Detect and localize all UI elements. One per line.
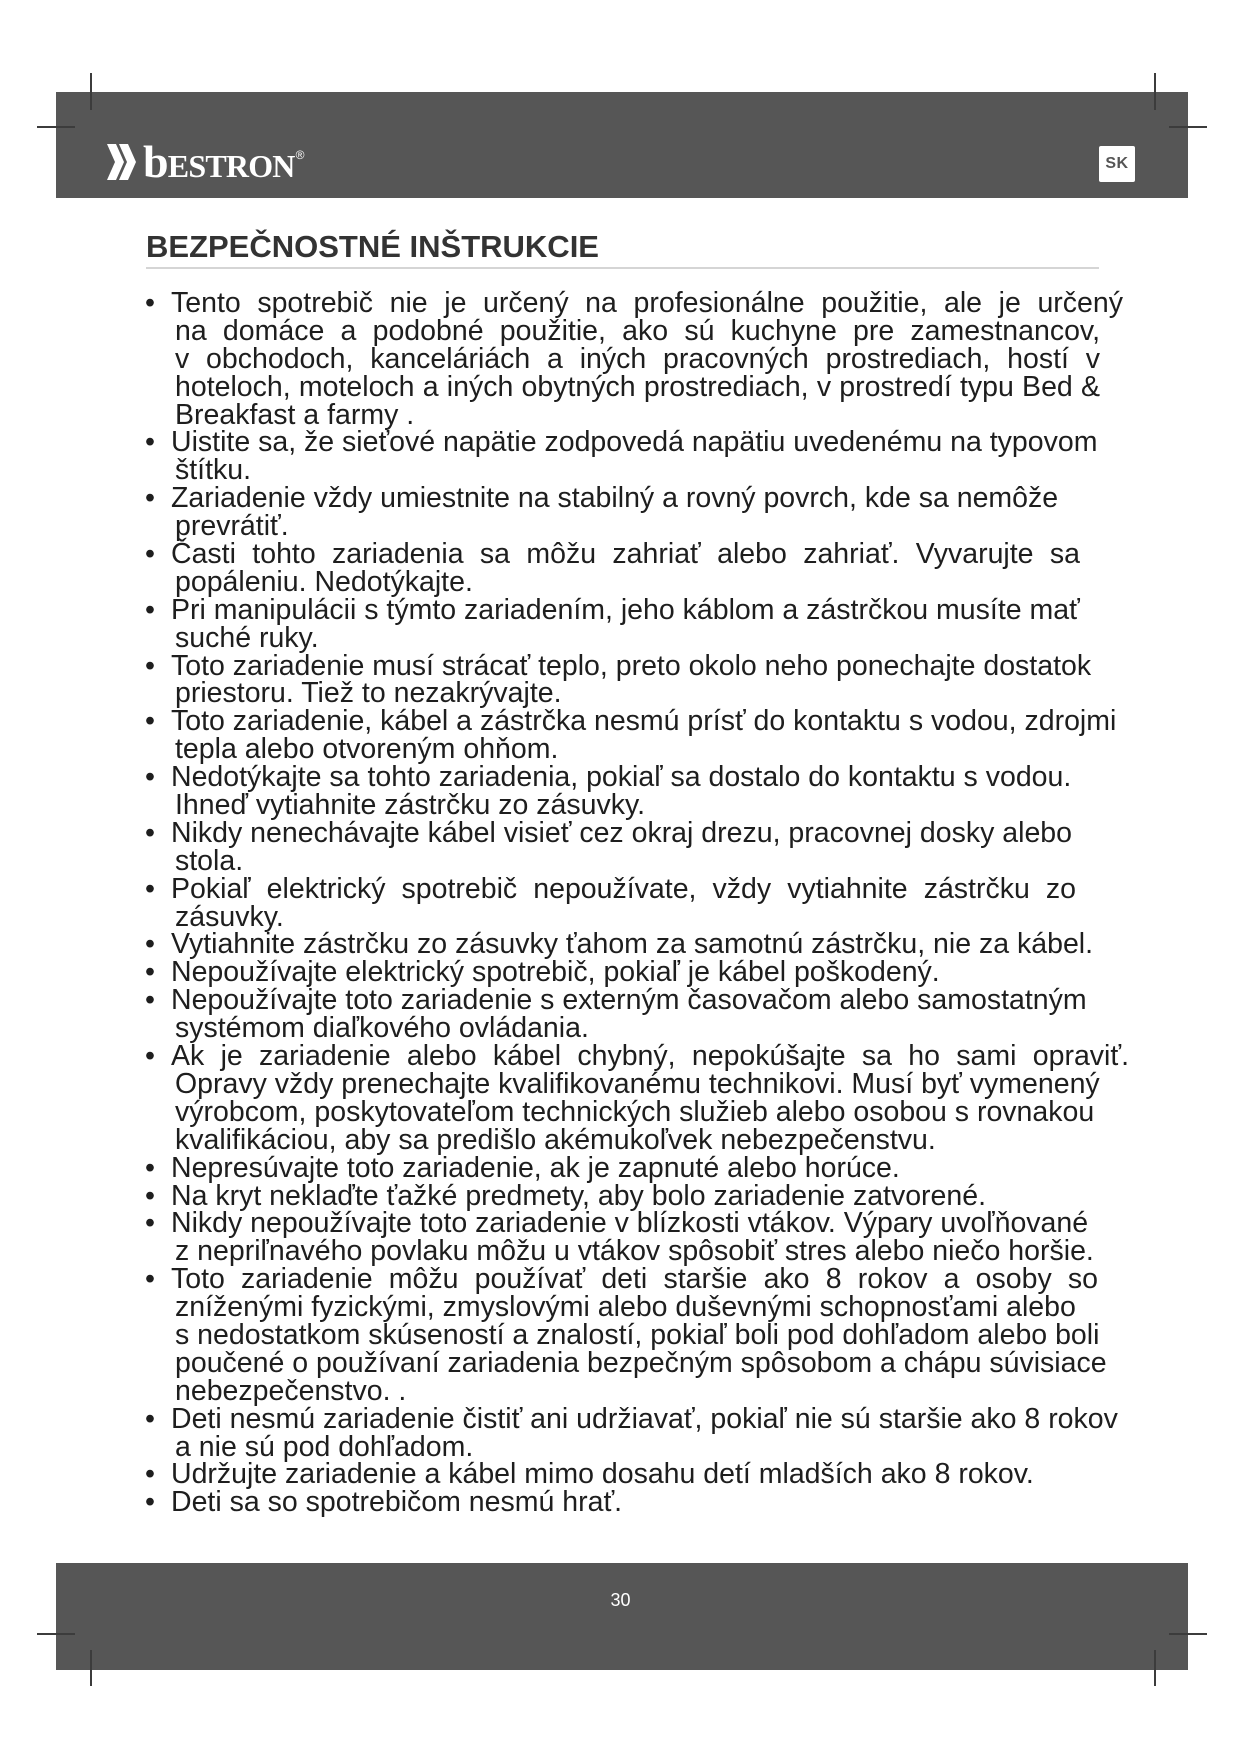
logo-wordmark: bESTRON bbox=[143, 136, 295, 187]
bullet-marker: • bbox=[145, 761, 155, 794]
bullet-marker: • bbox=[145, 705, 155, 738]
instruction-line: výrobcom, poskytovateľom technických služieb alebo osobou s rovnakou bbox=[175, 1095, 1095, 1128]
bullet-marker: • bbox=[145, 649, 155, 682]
instruction-line: Ak je zariadenie alebo kábel chybný, nepokúšajte sa ho sami opraviť. bbox=[171, 1040, 1129, 1073]
bullet-marker: • bbox=[145, 816, 155, 849]
instruction-line: Ihneď vytiahnite zástrčku zo zásuvky. bbox=[175, 789, 646, 822]
instruction-line: na domáce a podobné použitie, ako sú kuchyne pre zamestnancov, bbox=[175, 314, 1100, 347]
footer-bar bbox=[56, 1563, 1188, 1670]
bullet-marker: • bbox=[145, 1486, 155, 1519]
instruction-line: Pokiaľ elektrický spotrebič nepoužívate, vždy vytiahnite zástrčku zo bbox=[171, 872, 1076, 905]
crop-mark bbox=[37, 126, 75, 128]
instruction-item bbox=[0, 287, 1241, 431]
page-title: BEZPEČNOSTNÉ INŠTRUKCIE bbox=[146, 229, 599, 264]
instruction-line: v obchodoch, kanceláriách a iných pracovných prostrediach, hostí v bbox=[175, 342, 1100, 375]
instruction-line: Vytiahnite zástrčku zo zásuvky ťahom za samotnú zástrčku, nie za kábel. bbox=[171, 928, 1094, 961]
instruction-item bbox=[0, 538, 1241, 598]
instruction-item bbox=[0, 1263, 1241, 1407]
instruction-line: Uistite sa, že sieťové napätie zodpovedá napätiu uvedenému na typovom bbox=[171, 426, 1098, 459]
instruction-item bbox=[0, 761, 1241, 822]
instruction-line: kvalifikáciou, aby sa predišlo akémukoľvek nebezpečenstvu. bbox=[175, 1123, 936, 1156]
crop-mark bbox=[37, 1633, 75, 1635]
bullet-marker: • bbox=[145, 593, 155, 626]
bullet-marker: • bbox=[145, 1151, 155, 1184]
instruction-line: Deti sa so spotrebičom nesmú hrať. bbox=[171, 1486, 623, 1519]
instruction-line: systémom diaľkového ovládania. bbox=[175, 1012, 589, 1045]
instruction-line: Toto zariadenie, kábel a zástrčka nesmú prísť do kontaktu s vodou, zdrojmi bbox=[171, 705, 1117, 738]
instruction-line: Tento spotrebič nie je určený na profesionálne použitie, ale je určený bbox=[171, 287, 1123, 319]
instruction-line: s nedostatkom skúseností a znalostí, pokiaľ boli pod dohľadom alebo boli bbox=[175, 1318, 1100, 1351]
bullet-marker: • bbox=[145, 928, 155, 961]
instruction-line: suché ruky. bbox=[175, 621, 319, 654]
safety-instructions-list bbox=[0, 287, 1241, 1519]
instruction-line: Breakfast a farmy . bbox=[175, 398, 415, 431]
bullet-marker: • bbox=[145, 1179, 155, 1212]
instruction-line: Nedotýkajte sa tohto zariadenia, pokiaľ sa dostalo do kontaktu s vodou. bbox=[171, 761, 1072, 794]
instruction-line: zásuvky. bbox=[175, 900, 284, 933]
instruction-line: Opravy vždy prenechajte kvalifikovanému technikovi. Musí byť vymenený bbox=[175, 1067, 1100, 1100]
instruction-line: tepla alebo otvoreným ohňom. bbox=[175, 733, 559, 766]
crop-mark bbox=[1154, 1650, 1156, 1686]
instruction-line: zníženými fyzickými, zmyslovými alebo duševnými schopnosťami alebo bbox=[175, 1291, 1076, 1324]
bullet-marker: • bbox=[145, 1040, 155, 1073]
instruction-line: Zariadenie vždy umiestnite na stabilný a rovný povrch, kde sa nemôže bbox=[171, 482, 1059, 515]
instruction-line: z nepriľnavého povlaku môžu u vtákov spôsobiť stres alebo niečo horšie. bbox=[175, 1235, 1094, 1268]
instruction-line: popáleniu. Nedotýkajte. bbox=[175, 565, 473, 598]
bullet-marker: • bbox=[145, 287, 155, 319]
instruction-line: Udržujte zariadenie a kábel mimo dosahu detí mladších ako 8 rokov. bbox=[171, 1458, 1034, 1491]
instruction-item bbox=[0, 1040, 1241, 1156]
title-divider bbox=[146, 267, 1099, 269]
instruction-line: Časti tohto zariadenia sa môžu zahriať alebo zahriať. Vyvarujte sa bbox=[171, 538, 1080, 571]
instruction-line: nebezpečenstvo. . bbox=[175, 1374, 407, 1407]
instruction-item bbox=[0, 1179, 1241, 1212]
instruction-line: štítku. bbox=[175, 454, 252, 487]
instruction-line: Pri manipulácii s týmto zariadením, jeho káblom a zástrčkou musíte mať bbox=[171, 593, 1080, 626]
instruction-line: hoteloch, moteloch a iných obytných prostrediach, v prostredí typu Bed & bbox=[175, 370, 1100, 403]
instruction-line: Deti nesmú zariadenie čistiť ani udržiavať, pokiaľ nie sú staršie ako 8 rokov bbox=[171, 1402, 1118, 1435]
crop-mark bbox=[90, 1650, 92, 1686]
bullet-marker: • bbox=[145, 1402, 155, 1435]
instruction-line: stola. bbox=[175, 844, 244, 877]
bullet-marker: • bbox=[145, 482, 155, 515]
instruction-item bbox=[0, 872, 1241, 933]
bullet-marker: • bbox=[145, 984, 155, 1017]
instruction-item bbox=[0, 593, 1241, 654]
bullet-marker: • bbox=[145, 872, 155, 905]
crop-mark bbox=[1169, 1633, 1207, 1635]
instruction-item bbox=[0, 649, 1241, 710]
instruction-line: Nepresúvajte toto zariadenie, ak je zapnuté alebo horúce. bbox=[171, 1151, 900, 1184]
brand-logo bbox=[143, 137, 304, 191]
crop-mark bbox=[1154, 73, 1156, 110]
bullet-marker: • bbox=[145, 1263, 155, 1296]
instruction-item bbox=[0, 1207, 1241, 1268]
bullet-marker: • bbox=[145, 538, 155, 571]
bullet-marker: • bbox=[145, 1458, 155, 1491]
instruction-line: Nepoužívajte toto zariadenie s externým časovačom alebo samostatným bbox=[171, 984, 1087, 1017]
double-chevron-icon bbox=[107, 144, 137, 180]
instruction-line: Na kryt neklaďte ťažké predmety, aby bolo zariadenie zatvorené. bbox=[171, 1179, 987, 1212]
instruction-line: Toto zariadenie môžu používať deti staršie ako 8 rokov a osoby so bbox=[171, 1263, 1098, 1296]
instruction-item bbox=[0, 1151, 1241, 1184]
instruction-line: Nikdy nepoužívajte toto zariadenie v blízkosti vtákov. Výpary uvoľňované bbox=[171, 1207, 1089, 1240]
instruction-item bbox=[0, 928, 1241, 961]
registered-mark: ® bbox=[295, 148, 305, 162]
language-badge: SK bbox=[1099, 146, 1135, 182]
instruction-item bbox=[0, 426, 1241, 487]
instruction-item bbox=[0, 956, 1241, 989]
instruction-line: prevrátiť. bbox=[175, 510, 289, 543]
instruction-line: a nie sú pod dohľadom. bbox=[175, 1430, 474, 1463]
instruction-item bbox=[0, 1458, 1241, 1491]
bullet-marker: • bbox=[145, 1207, 155, 1240]
instruction-item bbox=[0, 816, 1241, 877]
instruction-item bbox=[0, 984, 1241, 1045]
instruction-item bbox=[0, 1486, 1241, 1519]
instruction-line: Nikdy nenechávajte kábel visieť cez okraj drezu, pracovnej dosky alebo bbox=[171, 816, 1073, 849]
instruction-line: poučené o používaní zariadenia bezpečným spôsobom a chápu súvisiace bbox=[175, 1346, 1107, 1379]
instruction-line: Nepoužívajte elektrický spotrebič, pokiaľ je kábel poškodený. bbox=[171, 956, 940, 989]
instruction-item bbox=[0, 482, 1241, 543]
page-number: 30 bbox=[610, 1590, 631, 1610]
instruction-item bbox=[0, 1402, 1241, 1463]
crop-mark bbox=[90, 73, 92, 110]
crop-mark bbox=[1169, 126, 1207, 128]
instruction-item bbox=[0, 705, 1241, 766]
bullet-marker: • bbox=[145, 426, 155, 459]
instruction-line: priestoru. Tiež to nezakrývajte. bbox=[175, 677, 562, 710]
bullet-marker: • bbox=[145, 956, 155, 989]
instruction-line: Toto zariadenie musí strácať teplo, preto okolo neho ponechajte dostatok bbox=[171, 649, 1092, 682]
